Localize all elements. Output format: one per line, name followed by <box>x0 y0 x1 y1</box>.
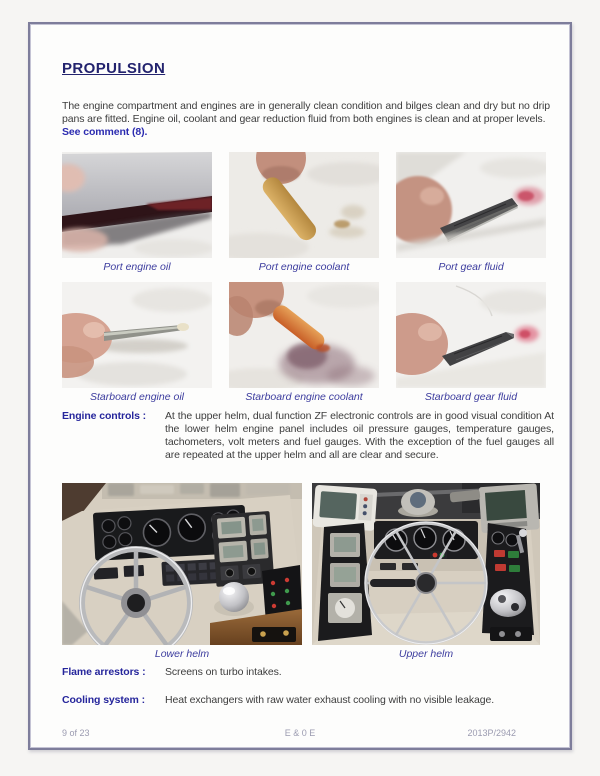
chrome-controls <box>490 589 526 617</box>
caption-port-engine-coolant: Port engine coolant <box>258 261 350 273</box>
port-engine-coolant-image <box>229 152 379 258</box>
starboard-engine-coolant-image <box>229 282 379 388</box>
caption-starboard-engine-oil: Starboard engine oil <box>90 391 184 403</box>
caption-upper-helm: Upper helm <box>398 648 454 660</box>
page-frame <box>28 22 572 750</box>
engine-controls-label: Engine controls : <box>62 410 147 422</box>
cooling-system-text: Heat exchangers with raw water exhaust cooling with no visible leakage. <box>165 694 495 706</box>
footer-center-text: E & 0 E <box>284 728 316 738</box>
caption-lower-helm: Lower helm <box>154 648 210 660</box>
lower-helm-image <box>62 483 302 645</box>
footer-page-number: 9 of 23 <box>62 728 90 738</box>
helm-photo-row <box>62 483 540 660</box>
page-title: PROPULSION <box>62 60 166 77</box>
fluid-photo-row-1 <box>62 152 546 273</box>
caption-port-gear-fluid: Port gear fluid <box>438 261 504 273</box>
flame-arrestors-text: Screens on turbo intakes. <box>165 666 282 678</box>
caption-port-engine-oil: Port engine oil <box>103 261 171 273</box>
photo-lower-helm <box>62 483 302 660</box>
intro-paragraph <box>62 100 550 139</box>
photo-starboard-gear-fluid <box>396 282 546 403</box>
caption-starboard-gear-fluid: Starboard gear fluid <box>424 391 518 403</box>
upper-helm-image <box>312 483 540 645</box>
photo-upper-helm <box>312 483 540 660</box>
radar-display <box>479 483 540 533</box>
starboard-engine-oil-image <box>62 282 212 388</box>
photo-starboard-engine-oil <box>62 282 212 403</box>
intro-text: The engine compartment and engines are in generally clean condition and bilges clean and dry but no drip pans are fitted. Engine oil, coolant and gear reduction fluid from both engines is clean and at proper levels. <box>62 100 550 125</box>
section-flame-arrestors <box>62 666 554 679</box>
port-engine-oil-image <box>62 152 212 258</box>
photo-port-engine-oil <box>62 152 212 273</box>
engine-controls-text: At the upper helm, dual function ZF electronic controls are in good visual condition At the lower helm engine panel includes oil pressure gauges, temperature gauges, tachometers, volt meters and fuel gauges. With the exception of the fuel gauges all are repeated at the upper helm and all are clear and secure. <box>165 410 554 461</box>
see-comment-link[interactable]: See comment (8). <box>62 126 148 138</box>
photo-port-gear-fluid <box>396 152 546 273</box>
port-gear-fluid-image <box>396 152 546 258</box>
gps-display <box>313 485 378 531</box>
section-cooling-system <box>62 694 554 707</box>
right-instrument-panel <box>482 523 534 641</box>
starboard-gear-fluid-image <box>396 282 546 388</box>
photo-starboard-engine-coolant <box>229 282 379 403</box>
section-engine-controls <box>62 410 554 462</box>
chrome-throttle-dome <box>219 582 249 612</box>
flame-arrestors-label: Flame arrestors : <box>62 666 146 678</box>
cooling-system-label: Cooling system : <box>62 694 145 706</box>
footer-document-ref: 2013P/2942 <box>467 728 516 738</box>
photo-port-engine-coolant <box>229 152 379 273</box>
fluid-photo-row-2 <box>62 282 546 403</box>
left-instrument-panel <box>318 523 372 641</box>
caption-starboard-engine-coolant: Starboard engine coolant <box>245 391 363 403</box>
